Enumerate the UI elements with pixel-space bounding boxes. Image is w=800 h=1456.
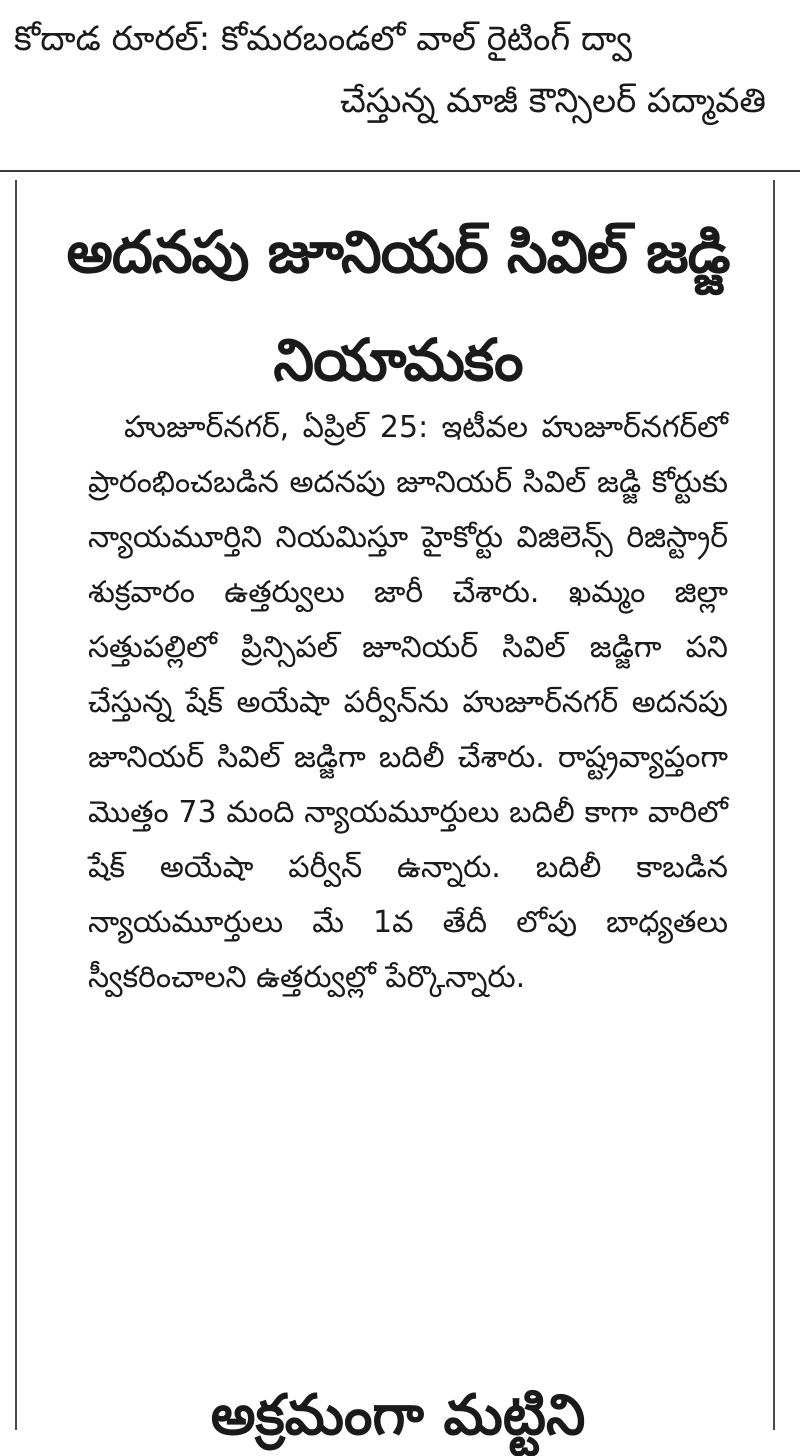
next-article-headline: అక్రమంగా మట్టిని bbox=[210, 1383, 586, 1448]
column-left-border bbox=[15, 180, 17, 1430]
photo-caption-line-2: చేస్తున్న మాజీ కౌన్సిలర్ పద్మావతి bbox=[339, 81, 766, 121]
section-divider bbox=[0, 170, 800, 172]
article-headline: అదనపు జూనియర్ సివిల్ జడ్జి నియామకం bbox=[66, 218, 730, 394]
photo-caption-line-1: కోదాడ రూరల్: కోమరబండలో వాల్ రైటింగ్ ద్వా bbox=[14, 19, 632, 59]
article-body: హుజూర్‌నగర్, ఏప్రిల్ 25: ఇటీవల హుజూర్‌నగర్‌లో ప్రారంభించబడిన అదనపు జూనియర్ సివిల్ జడ్జి కోర్టుకు న్యాయమూర్తిని నియమిస్తూ హైకోర్టు విజిలెన్స్ రిజిస్ట్రార్ శుక్రవారం ఉత్తర్వులు జారీ చేశారు. ఖమ్మం జిల్లా సత్తుపల్లిలో ప్రిన్సిపల్ జూనియర్ సివిల్ జడ్జిగా పని చేస్తున్న షేక్ అయేషా పర్వీన్‌ను హుజూర్‌నగర్ అదనపు జూనియర్ సివిల్ జడ్జిగా బదిలీ చేశారు. రాష్ట్రవ్యాప్తంగా మొత్తం 73 మంది న్యాయమూర్తులు బదిలీ కాగా వారిలో షేక్ అయేషా పర్వీన్ ఉన్నారు. బదిలీ కాబడిన న్యాయమూర్తులు మే 1వ తేదీ లోపు బాధ్యతలు స్వీకరించాలని ఉత్తర్వుల్లో పేర్కొన్నారు. bbox=[88, 410, 728, 995]
photo-caption bbox=[0, 0, 800, 168]
column-right-border bbox=[773, 180, 775, 1430]
